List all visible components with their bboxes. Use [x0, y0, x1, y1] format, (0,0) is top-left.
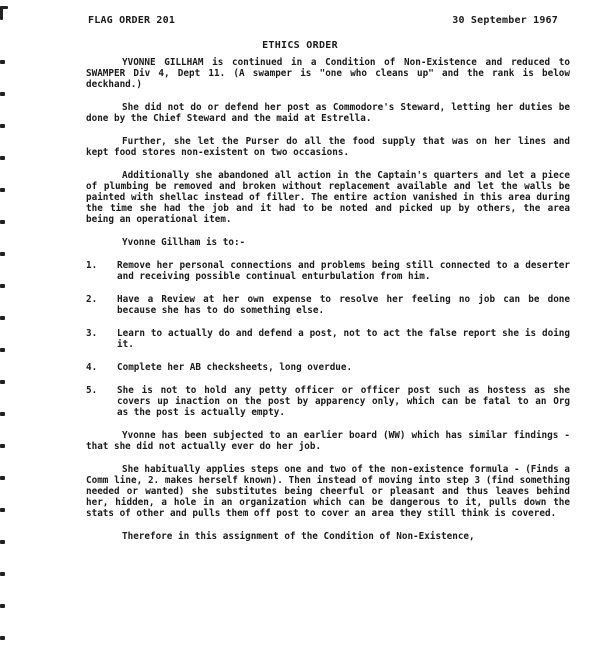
paragraph: Therefore in this assignment of the Condition of Non-Existence,: [122, 531, 475, 542]
list-item-text: She is not to hold any petty officer or officer post such as hostess as she covers up inaction on the post by apparency only, which can be fatal to an Org as the post is actually empty.: [117, 385, 570, 418]
order-number: FLAG ORDER 201: [88, 15, 176, 26]
binding-mark: [0, 316, 5, 320]
list-item: [86, 328, 570, 350]
paragraph: YVONNE GILLHAM is continued in a Condition of Non-Existence and reduced to SWAMPER Div 4, Dept 11. (A swamper is "one who cleans up" and the rank is below deckhand.): [86, 57, 570, 90]
binding-mark: [0, 380, 5, 384]
paragraph: Additionally she abandoned all action in the Captain's quarters and let a piece of plumbing be removed and broken without replacement available and let the walls be painted with shellac instead of filler. The entire action vanished in this area during the time she had the job and it had to be noted and picked up by others, the area being an operational item.: [86, 170, 570, 225]
list-item-number: 4.: [86, 362, 98, 373]
binding-mark: [0, 156, 5, 160]
paragraph: Yvonne has been subjected to an earlier board (WW) which has similar findings - that she did not actually ever do her job.: [86, 430, 570, 452]
list-item: [86, 385, 570, 418]
binding-mark: [0, 604, 5, 608]
binding-mark: [0, 284, 5, 288]
binding-mark: [0, 412, 5, 416]
binding-mark: [0, 92, 5, 96]
document-title: ETHICS ORDER: [262, 40, 338, 51]
document-body: [86, 57, 570, 542]
binding-mark: [0, 540, 5, 544]
list-item-number: 1.: [86, 260, 98, 271]
list-item-text: Learn to actually do and defend a post, not to act the false report she is doing it.: [117, 328, 570, 350]
corner-mark-vertical: [0, 6, 3, 20]
binding-mark: [0, 348, 5, 352]
binding-mark: [0, 444, 5, 448]
list-item-text: Complete her AB checksheets, long overdue.: [117, 362, 353, 373]
paragraph: She did not do or defend her post as Commodore's Steward, letting her duties be done by the Chief Steward and the maid at Estrella.: [86, 102, 570, 124]
binding-mark: [0, 220, 5, 224]
binding-mark: [0, 188, 5, 192]
document-header: [88, 15, 558, 29]
paragraph: She habitually applies steps one and two of the non-existence formula - (Finds a Comm line, 2. makes herself known). Then instead of moving into step 3 (find something needed or wanted) she substitutes being cheerful or pleasant and thus leaves behind her, hidden, a hole in an organization which can be dangerous to it, pulls down the stats of other and pulls them off post to cover an area they still think is covered.: [86, 464, 570, 519]
list-item: [86, 294, 570, 316]
binding-mark: [0, 60, 5, 64]
list-item: [86, 260, 570, 282]
binding-mark: [0, 476, 5, 480]
list-item-number: 3.: [86, 328, 98, 339]
list-item-text: Remove her personal connections and problems being still connected to a deserter and receiving possible continual enturbulation from him.: [117, 260, 570, 282]
list-item-text: Have a Review at her own expense to resolve her feeling no job can be done because she has to do something else.: [117, 294, 570, 316]
binding-mark: [0, 124, 5, 128]
paragraph: Further, she let the Purser do all the food supply that was on her lines and kept food stores non-existent on two occasions.: [86, 136, 570, 158]
paragraph: Yvonne Gillham is to:-: [122, 237, 246, 248]
order-date: 30 September 1967: [452, 15, 558, 26]
binding-marks: [0, 0, 8, 670]
binding-mark: [0, 252, 5, 256]
binding-mark: [0, 572, 5, 576]
list-item-number: 2.: [86, 294, 98, 305]
list-item: [86, 362, 570, 373]
list-item-number: 5.: [86, 385, 98, 396]
binding-mark: [0, 636, 5, 640]
binding-mark: [0, 508, 5, 512]
